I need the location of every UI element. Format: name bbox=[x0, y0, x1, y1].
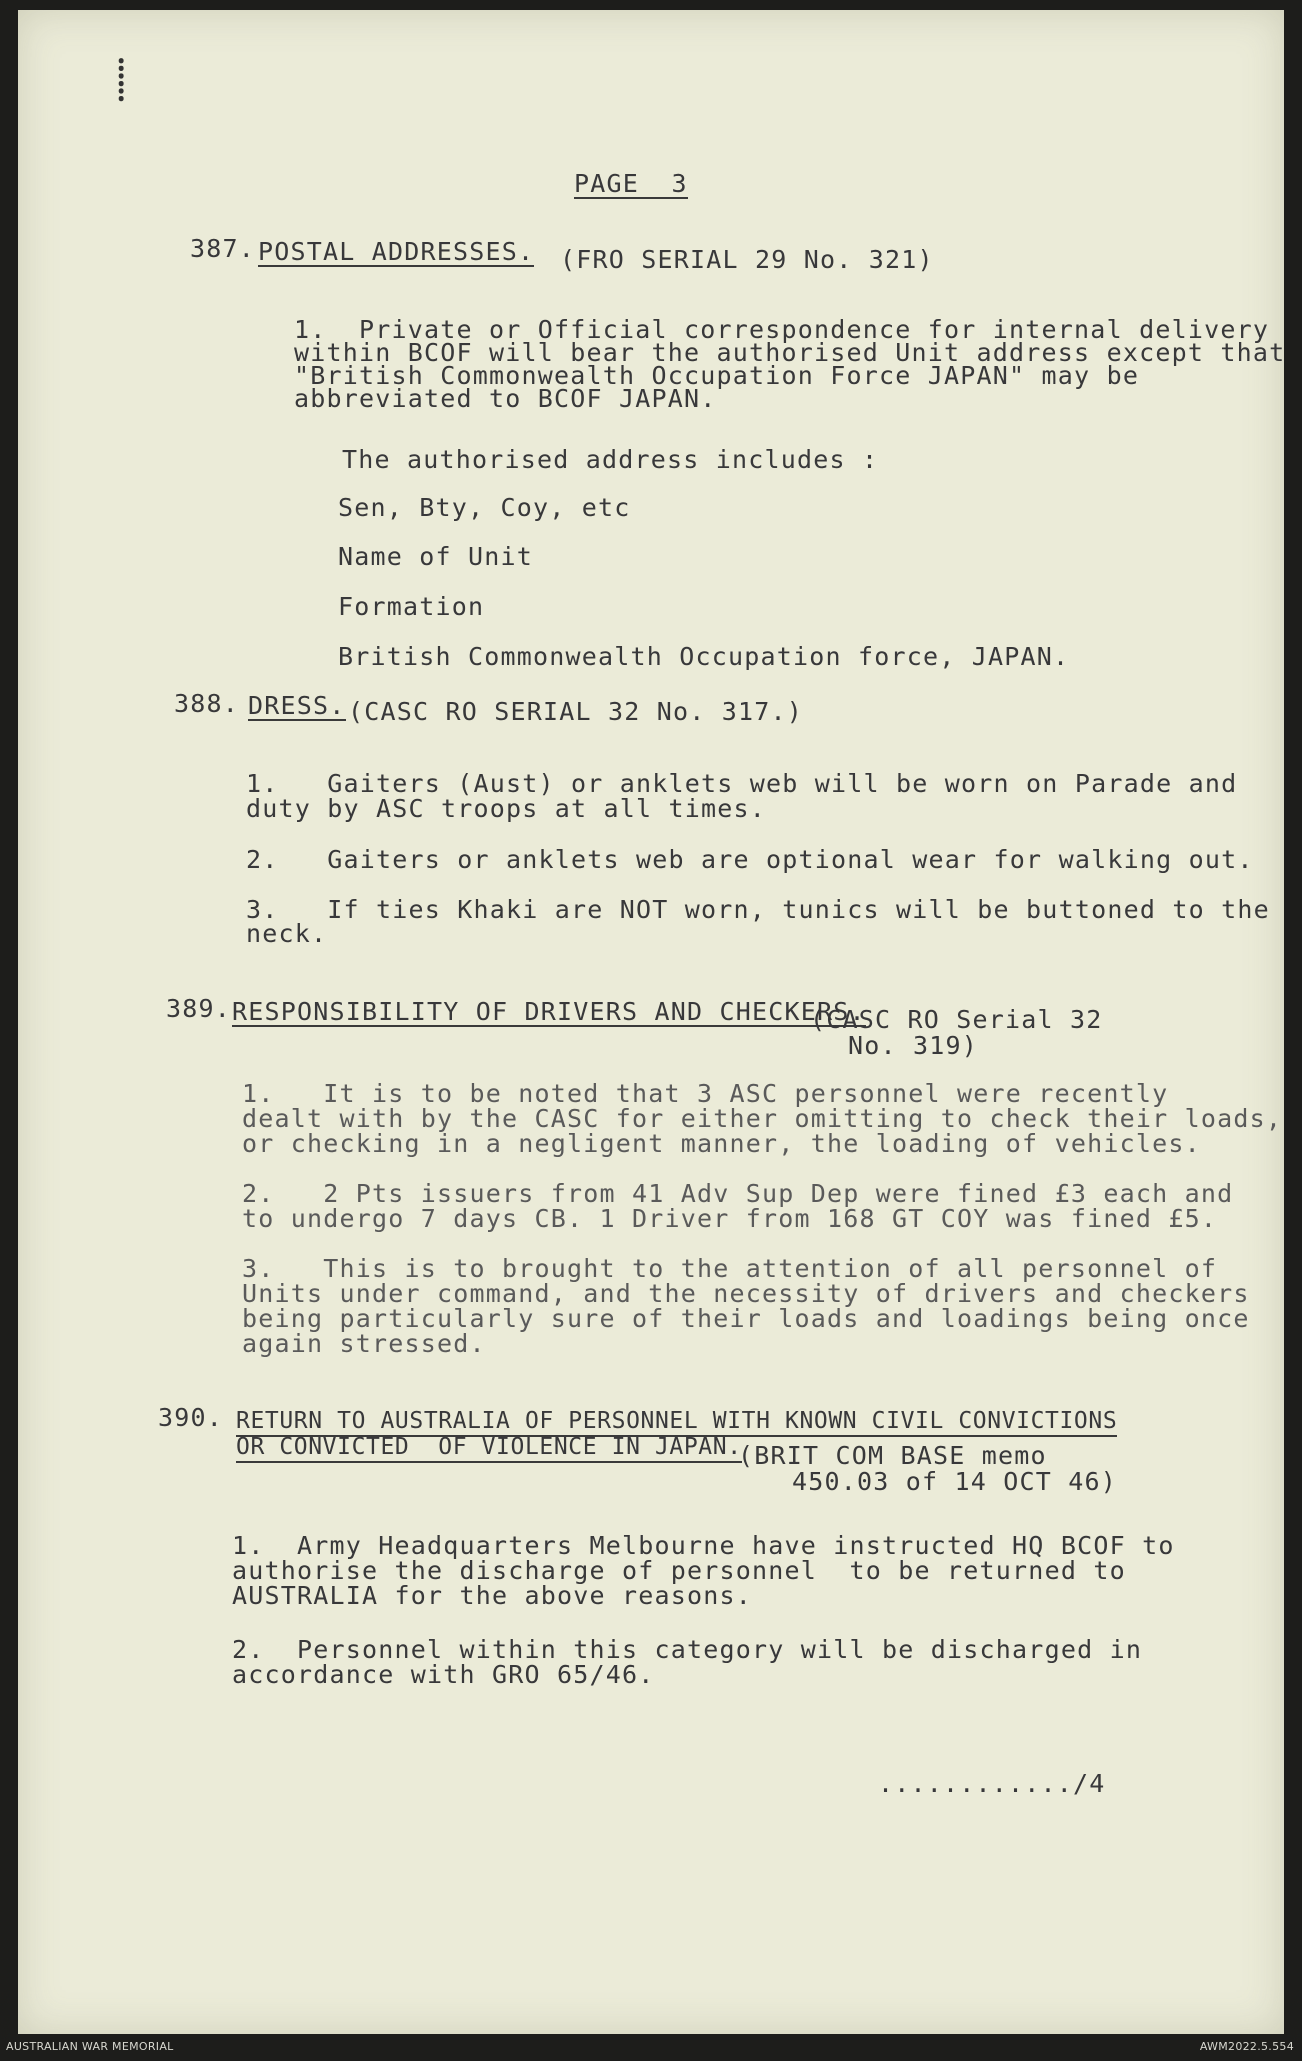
section-number: 389. bbox=[166, 994, 232, 1023]
address-item: Sen, Bty, Coy, etc bbox=[338, 493, 631, 522]
paragraph-line: again stressed. bbox=[242, 1329, 486, 1358]
address-item: Formation bbox=[338, 592, 485, 621]
section-reference: 450.03 of 14 OCT 46) bbox=[792, 1467, 1118, 1496]
address-intro: The authorised address includes : bbox=[342, 445, 879, 474]
ink-mark: ⸽ bbox=[116, 57, 127, 103]
section-title: POSTAL ADDRESSES. bbox=[258, 237, 535, 266]
paragraph-line: 1. Army Headquarters Melbourne have instructed HQ BCOF to bbox=[232, 1531, 1175, 1560]
paragraph-line: authorise the discharge of personnel to be returned to bbox=[232, 1556, 1126, 1585]
section-number: 388. bbox=[174, 689, 240, 718]
paragraph-line: within BCOF will bear the authorised Unit address except that bbox=[294, 338, 1286, 367]
paragraph-line: abbreviated to BCOF JAPAN. bbox=[294, 384, 717, 413]
paragraph-line: 3. This is to brought to the attention of all personnel of bbox=[242, 1254, 1218, 1283]
address-item: British Commonwealth Occupation force, JAPAN. bbox=[338, 642, 1070, 671]
section-reference: (CASC RO Serial 32 bbox=[810, 1005, 1103, 1034]
section-reference: (FRO SERIAL 29 No. 321) bbox=[560, 245, 934, 274]
footer-credit: AUSTRALIAN WAR MEMORIAL bbox=[6, 2040, 174, 2053]
paragraph-line: Units under command, and the necessity of drivers and checkers bbox=[242, 1279, 1250, 1308]
paragraph-line: neck. bbox=[246, 919, 328, 948]
paragraph-line: 2. Personnel within this category will be discharged in bbox=[232, 1635, 1143, 1664]
paragraph-line: dealt with by the CASC for either omitting to check their loads, bbox=[242, 1104, 1283, 1133]
section-number: 387. bbox=[190, 234, 256, 263]
paragraph-line: AUSTRALIA for the above reasons. bbox=[232, 1581, 753, 1610]
paragraph-line: being particularly sure of their loads and loadings being once bbox=[242, 1304, 1250, 1333]
paragraph-line: 1. It is to be noted that 3 ASC personnel were recently bbox=[242, 1079, 1169, 1108]
paragraph-line: duty by ASC troops at all times. bbox=[246, 794, 767, 823]
footer-accession-number: AWM2022.5.554 bbox=[1199, 2040, 1294, 2053]
paragraph-line: or checking in a negligent manner, the loading of vehicles. bbox=[242, 1129, 1201, 1158]
section-reference: (CASC RO SERIAL 32 No. 317.) bbox=[348, 697, 804, 726]
paragraph-line: 2. Gaiters or anklets web are optional wear for walking out. bbox=[246, 845, 1254, 874]
section-reference: (BRIT COM BASE memo bbox=[738, 1441, 1047, 1470]
paragraph-line: 1. Private or Official correspondence for internal delivery bbox=[294, 315, 1270, 344]
section-title: DRESS. bbox=[248, 691, 346, 720]
paragraph-line: to undergo 7 days CB. 1 Driver from 168 GT COY was fined £5. bbox=[242, 1204, 1218, 1233]
section-reference: No. 319) bbox=[848, 1031, 979, 1060]
section-title: RESPONSIBILITY OF DRIVERS AND CHECKERS. bbox=[232, 997, 866, 1026]
section-title: OR CONVICTED OF VIOLENCE IN JAPAN. bbox=[236, 1434, 742, 1463]
continuation-marker: ............/4 bbox=[878, 1769, 1106, 1798]
paragraph-line: 1. Gaiters (Aust) or anklets web will be worn on Parade and bbox=[246, 769, 1238, 798]
address-item: Name of Unit bbox=[338, 542, 534, 571]
paragraph-line: "British Commonwealth Occupation Force JAPAN" may be bbox=[294, 361, 1140, 390]
paragraph-line: accordance with GRO 65/46. bbox=[232, 1660, 655, 1689]
document-page bbox=[18, 10, 1284, 2034]
paragraph-line: 2. 2 Pts issuers from 41 Adv Sup Dep were fined £3 each and bbox=[242, 1179, 1234, 1208]
section-title: RETURN TO AUSTRALIA OF PERSONNEL WITH KNOWN CIVIL CONVICTIONS bbox=[236, 1408, 1117, 1437]
section-number: 390. bbox=[158, 1403, 224, 1432]
paragraph-line: 3. If ties Khaki are NOT worn, tunics will be buttoned to the bbox=[246, 895, 1270, 924]
page-number: PAGE 3 bbox=[574, 169, 688, 198]
